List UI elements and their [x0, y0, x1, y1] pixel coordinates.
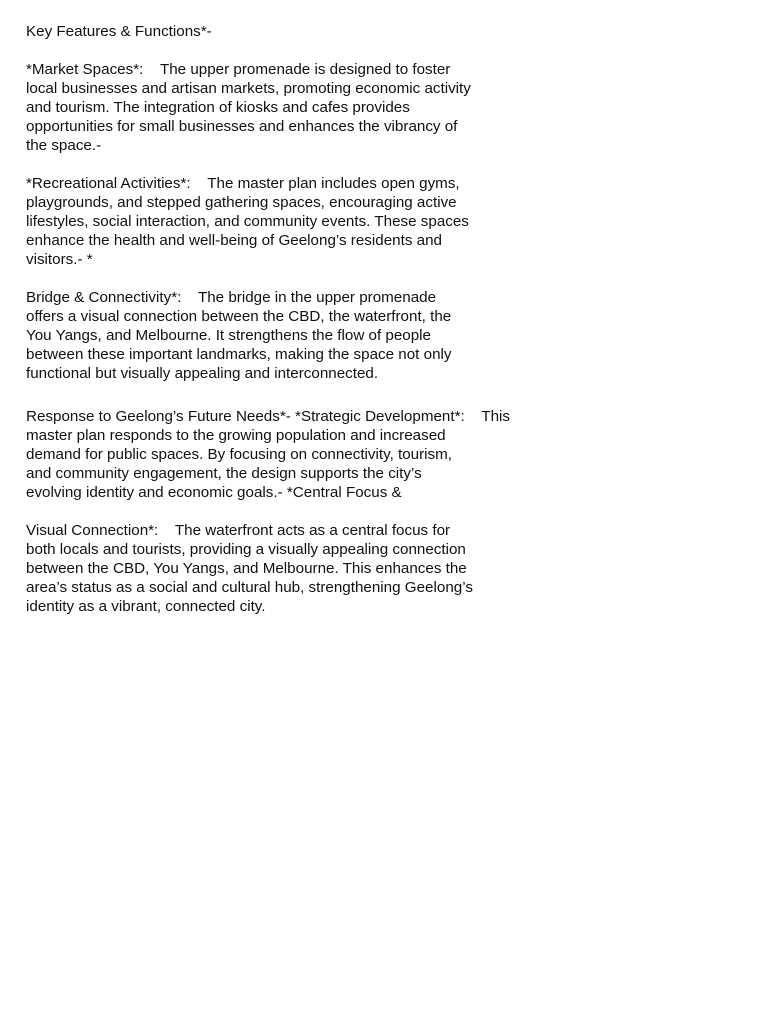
- paragraph-lead: Visual Connection*:: [26, 522, 175, 539]
- paragraph-body: The upper promenade is designed to foster local businesses and artisan markets, promoting economic activity and tourism. The integration of kiosks and cafes provides opportunities for small businesses and enhances the vibrancy of the space.-: [26, 61, 471, 154]
- paragraph-body: This master plan responds to the growing population and increased demand for public spaces. By focusing on connectivity, tourism, and community engagement, the design supports the city’s evolving identity and economic goals.- *Central Focus &: [26, 408, 511, 501]
- paragraph-body: The bridge in the upper promenade offers a visual connection between the CBD, the waterfront, the You Yangs, and Melbourne. It strengthens the flow of people between these important landmarks, making the space not only functional but visually appealing and interconnected.: [26, 289, 452, 382]
- paragraph-lead: Response to Geelong’s Future Needs*- *Strategic Development*:: [26, 408, 482, 425]
- paragraph-lead: Bridge & Connectivity*:: [26, 289, 198, 306]
- paragraph-market-spaces: [26, 60, 476, 155]
- paragraph-lead: *Market Spaces*:: [26, 61, 160, 78]
- paragraph-visual-connection: [26, 521, 476, 616]
- paragraph-lead: *Recreational Activities*:: [26, 175, 208, 192]
- document-heading: Key Features & Functions*-: [26, 23, 212, 40]
- paragraph-bridge-connectivity: [26, 288, 476, 383]
- paragraph-body: The master plan includes open gyms, playgrounds, and stepped gathering spaces, encouraging active lifestyles, social interaction, and community events. These spaces enhance the health and well-being of Geelong’s residents and visitors.- *: [26, 175, 469, 268]
- paragraph-body: The waterfront acts as a central focus for both locals and tourists, providing a visually appealing connection between the CBD, You Yangs, and Melbourne. This enhances the area’s status as a social and cultural hub, strengthening Geelong’s identity as a vibrant, connected city.: [26, 522, 473, 615]
- paragraph-recreational-activities: [26, 174, 476, 269]
- paragraph-future-needs: [26, 407, 511, 502]
- document-page: [26, 22, 511, 616]
